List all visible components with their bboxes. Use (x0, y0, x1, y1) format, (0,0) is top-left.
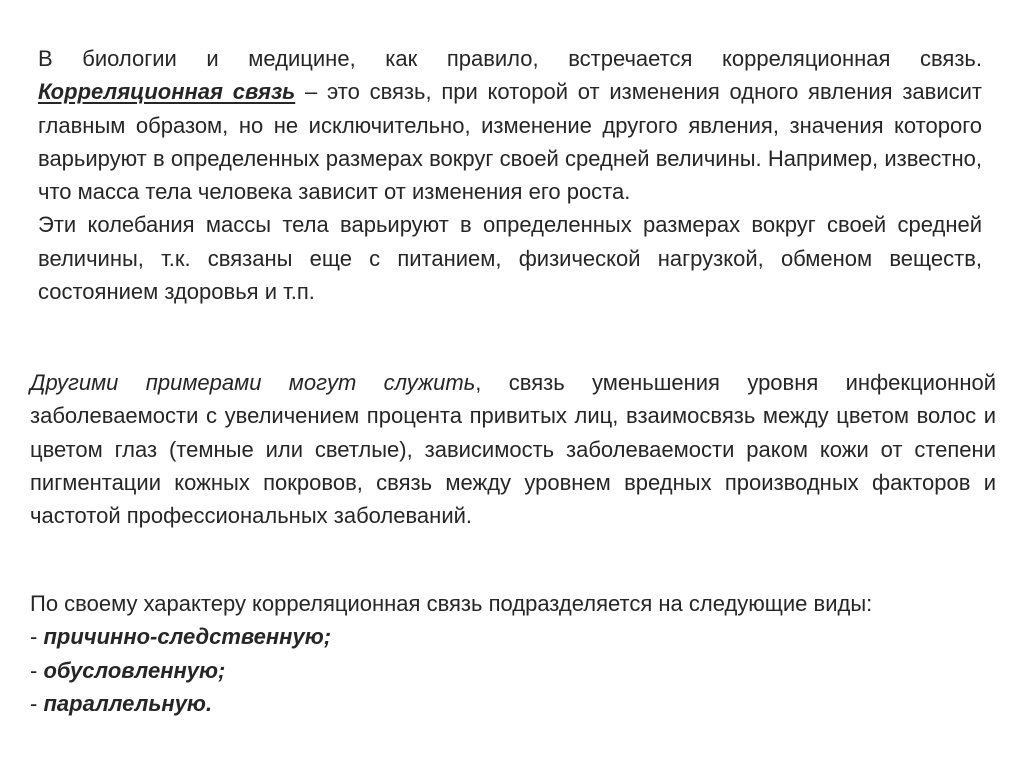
intro-paragraph (38, 42, 982, 208)
types-intro: По своему характеру корреляционная связь подразделяется на следующие виды: (30, 591, 873, 616)
examples-paragraph (30, 366, 996, 532)
intro-block (38, 42, 982, 308)
examples-block (30, 366, 996, 532)
type-parallel: параллельную. (43, 690, 213, 716)
intro-lead: В биологии и медицине, как правило, встречается корреляционная связь. (38, 46, 982, 71)
type-conditioned: обусловленную; (43, 657, 226, 683)
list-dash: - (30, 690, 44, 716)
list-dash: - (30, 657, 44, 683)
variation-paragraph: Эти колебания массы тела варьируют в определенных размерах вокруг своей средней величины, т.к. связаны еще с питанием, физической нагрузкой, обменом веществ, состоянием здоровья и т.п. (38, 212, 982, 305)
list-dash: - (30, 624, 44, 650)
list-item (30, 654, 996, 687)
list-item (30, 620, 996, 653)
correlation-definition: – это связь, при которой от изменения одного явления зависит главным образом, но не исключительно, изменение другого явления, значения которого варьируют в определенных размерах вокруг своей средней величины. Например, известно, что масса тела человека зависит от изменения его роста. (38, 79, 982, 205)
types-block (30, 587, 996, 720)
list-item (30, 687, 996, 720)
type-cause-effect: причинно-следственную; (43, 624, 332, 650)
examples-text: , связь уменьшения уровня инфекционной заболеваемости с увеличением процента привитых лиц, взаимосвязь между цветом волос и цветом глаз (темные или светлые), зависимость заболеваемости раком кожи от степени пигментации кожных покровов, связь между уровнем вредных производных факторов и частотой профессиональных заболеваний. (30, 370, 996, 529)
correlation-term: Корреляционная связь (38, 79, 296, 105)
examples-lead: Другими примерами могут служить (30, 370, 476, 395)
